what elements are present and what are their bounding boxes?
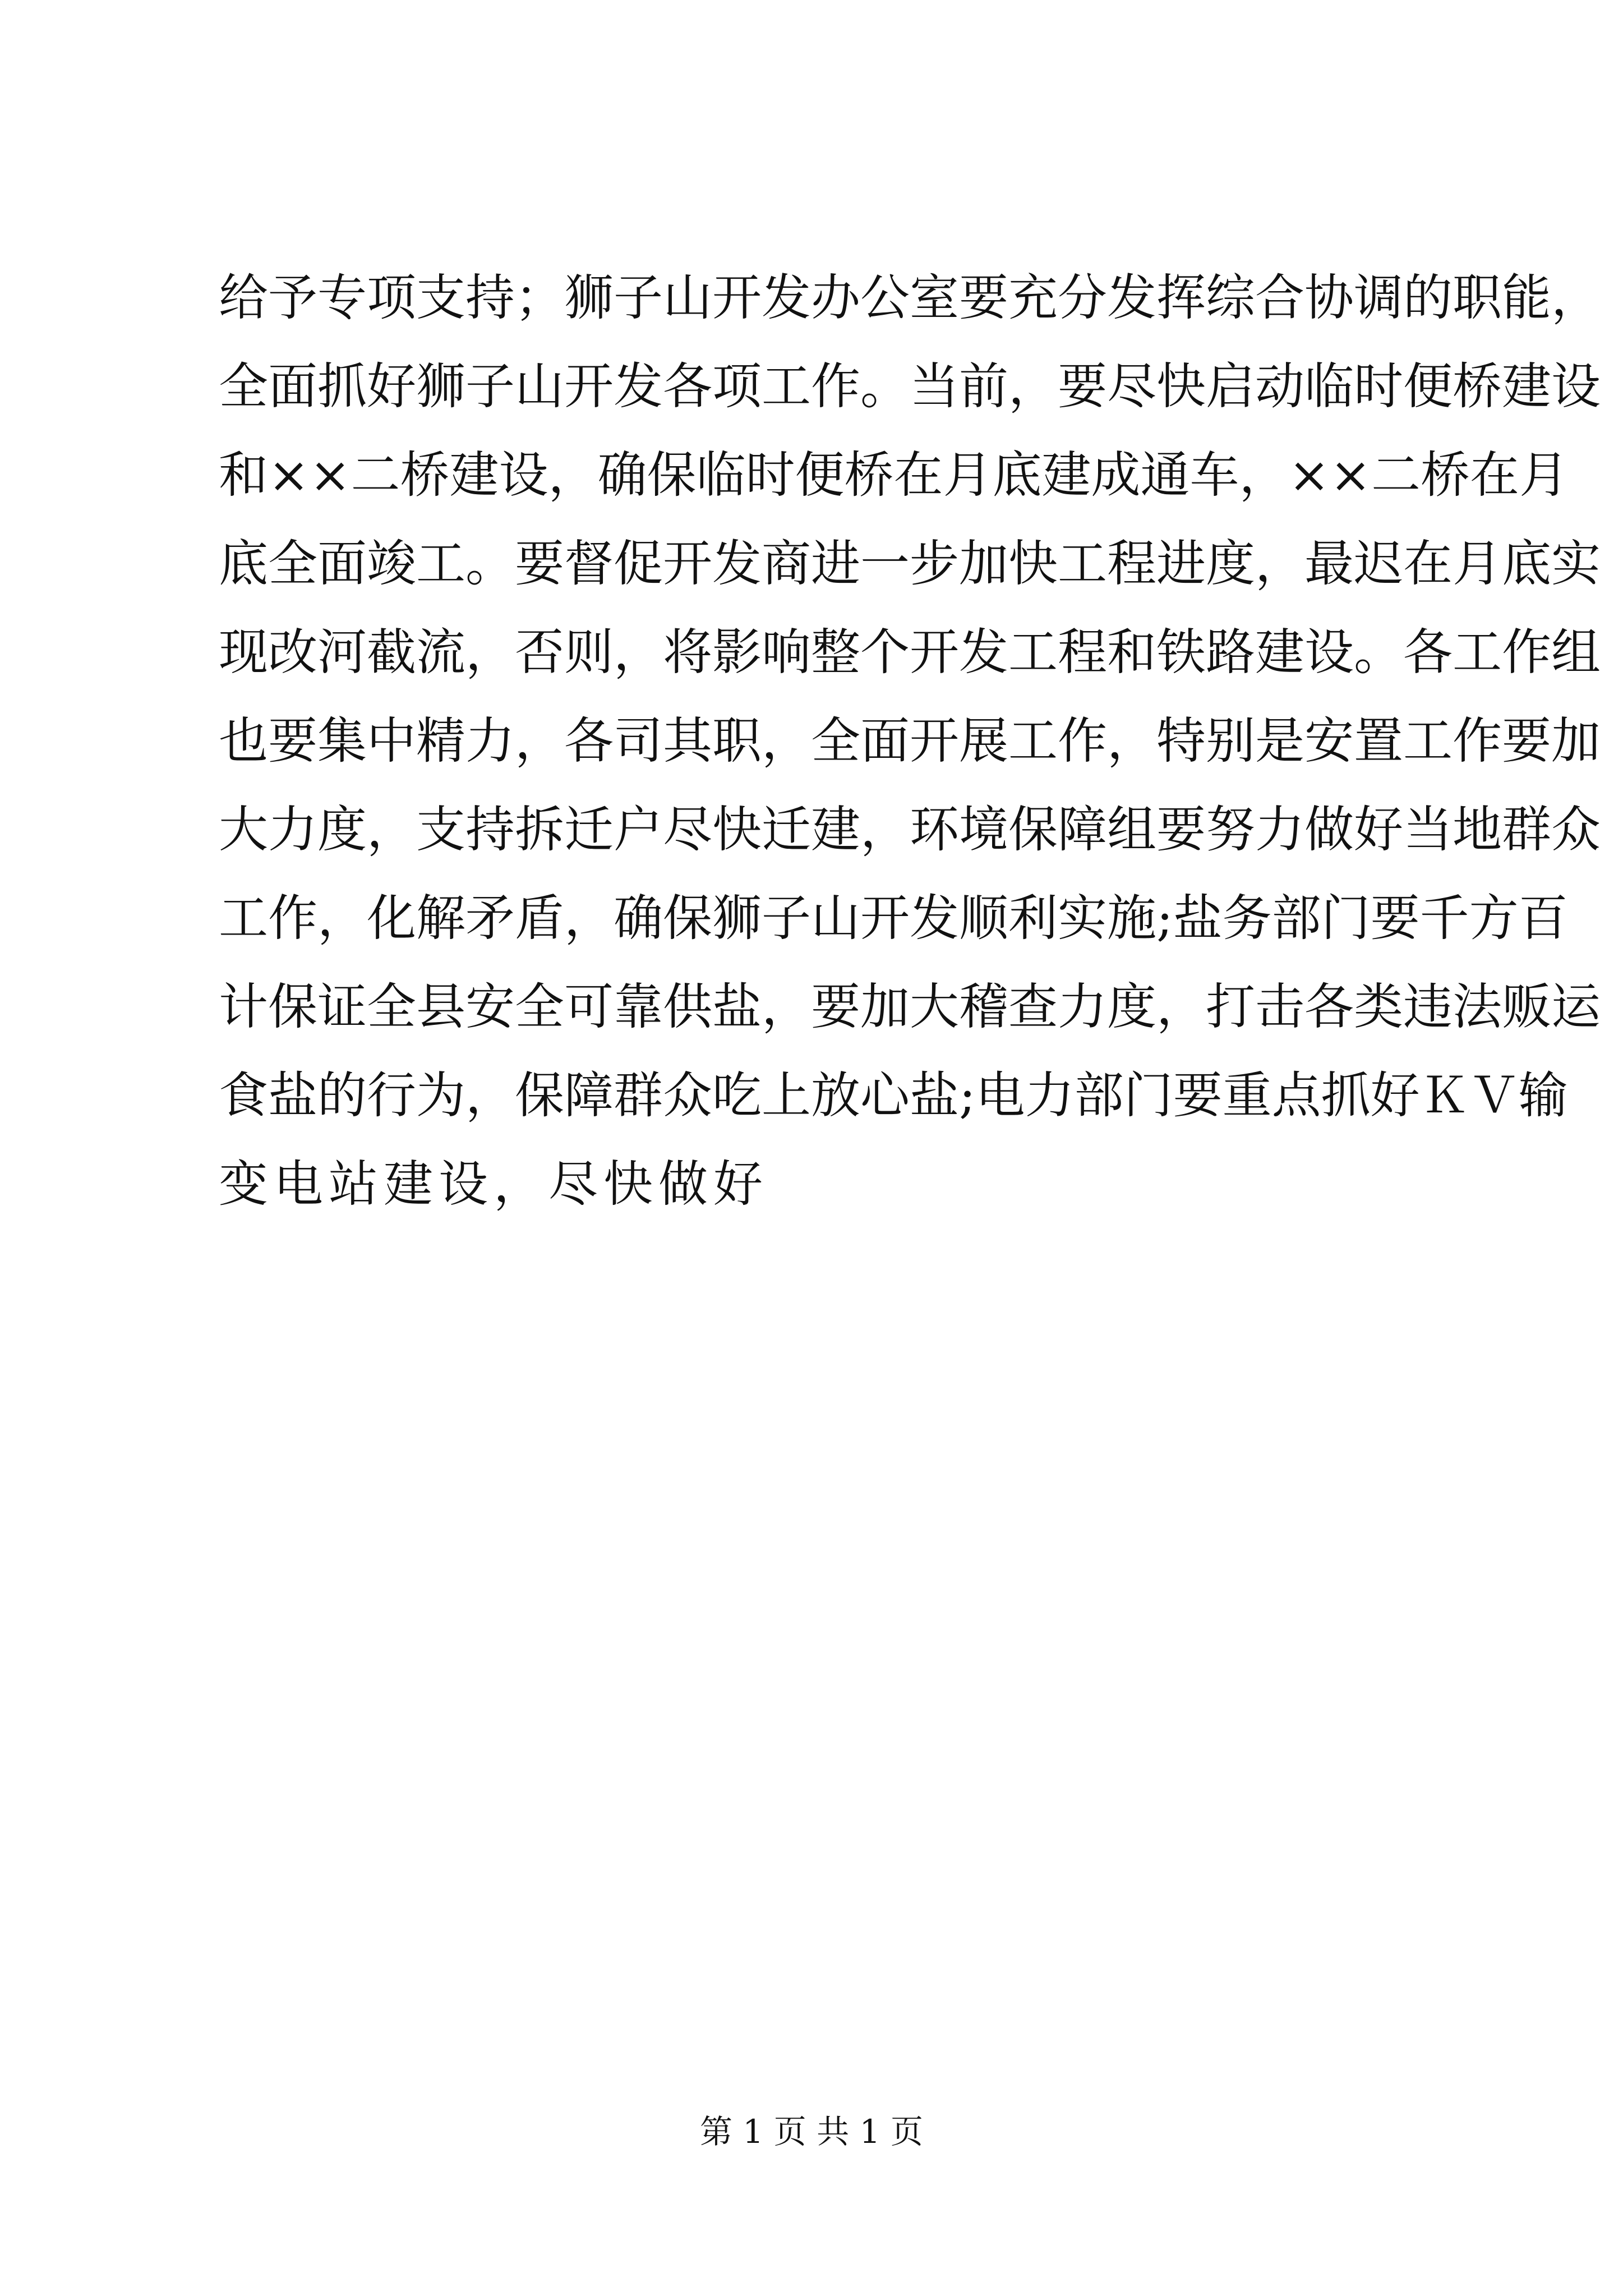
text-line: 现改河截流，否则，将影响整个开发工程和铁路建设。各工作组 (219, 623, 1601, 681)
text-line: 大力度，支持拆迁户尽快迁建，环境保障组要努力做好当地群众 (219, 800, 1601, 858)
text-line: 底全面竣工。要督促开发商进一步加快工程进度，最迟在月底实 (219, 535, 1601, 592)
text-line: 食盐的行为，保障群众吃上放心盐;电力部门要重点抓好ＫＶ输 (219, 1066, 1568, 1124)
text-line: 变电站建设，尽快做好 (219, 1155, 769, 1213)
text-line: 全面抓好狮子山开发各项工作。当前，要尽快启动临时便桥建设 (219, 357, 1601, 415)
text-line: 工作，化解矛盾，确保狮子山开发顺利实施;盐务部门要千方百 (219, 889, 1568, 947)
text-line: 和××二桥建设，确保临时便桥在月底建成通车，××二桥在月 (219, 446, 1569, 504)
body-paragraph (219, 254, 1601, 1228)
text-line: 计保证全县安全可靠供盐，要加大稽查力度，打击各类违法贩运 (219, 978, 1601, 1036)
text-line: 给予专项支持；狮子山开发办公室要充分发挥综合协调的职能， (219, 269, 1601, 326)
text-line: 也要集中精力，各司其职，全面开展工作，特别是安置工作要加 (219, 712, 1601, 770)
page-number-footer: 第 1 页 共 1 页 (700, 2113, 923, 2151)
